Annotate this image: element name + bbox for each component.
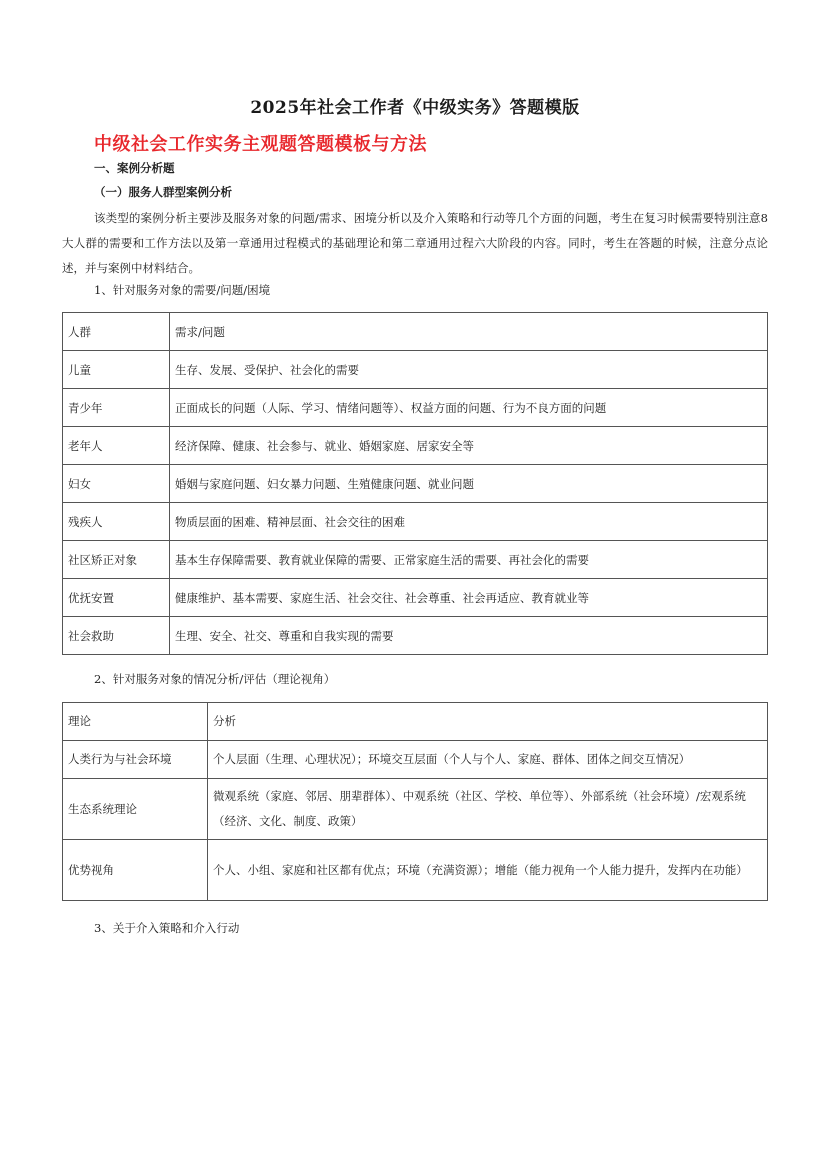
population-cell: 残疾人 <box>63 503 170 541</box>
needs-cell: 经济保障、健康、社会参与、就业、婚姻家庭、居家安全等 <box>170 427 768 465</box>
table-header-cell: 需求/问题 <box>170 313 768 351</box>
intro-paragraph: 该类型的案例分析主要涉及服务对象的问题/需求、困境分析以及介入策略和行动等几个方面的问题，考生在复习时候需要特别注意8大人群的需要和工作方法以及第一章通用过程模式的基础理论和第二章通用过程六大阶段的内容。同时，考生在答题的时候，注意分点论述，并与案例中材料结合。 <box>62 211 768 275</box>
table-row <box>63 389 768 427</box>
analysis-cell: 个人、小组、家庭和社区都有优点；环境（充满资源）；增能（能力视角一个人能力提升，发挥内在功能） <box>208 840 768 901</box>
population-cell: 社区矫正对象 <box>63 541 170 579</box>
table-row <box>63 741 768 779</box>
table-row <box>63 779 768 840</box>
needs-cell: 生理、安全、社交、尊重和自我实现的需要 <box>170 617 768 655</box>
section-heading: 一、案例分析题 <box>94 161 175 175</box>
needs-cell: 生存、发展、受保护、社会化的需要 <box>170 351 768 389</box>
theory-cell: 人类行为与社会环境 <box>63 741 208 779</box>
item-heading-2: 2、针对服务对象的情况分析/评估（理论视角） <box>94 672 336 686</box>
population-cell: 优抚安置 <box>63 579 170 617</box>
population-cell: 社会救助 <box>63 617 170 655</box>
theory-cell: 生态系统理论 <box>63 779 208 840</box>
table-row <box>63 503 768 541</box>
table-row <box>63 351 768 389</box>
table-row <box>63 617 768 655</box>
needs-cell: 基本生存保障需要、教育就业保障的需要、正常家庭生活的需要、再社会化的需要 <box>170 541 768 579</box>
population-cell: 老年人 <box>63 427 170 465</box>
needs-cell: 婚姻与家庭问题、妇女暴力问题、生殖健康问题、就业问题 <box>170 465 768 503</box>
table-header-row <box>63 703 768 741</box>
table-header-cell: 分析 <box>208 703 768 741</box>
subsection-heading: （一）服务人群型案例分析 <box>94 185 232 199</box>
population-needs-table <box>62 312 768 655</box>
needs-cell: 健康维护、基本需要、家庭生活、社会交往、社会尊重、社会再适应、教育就业等 <box>170 579 768 617</box>
table-row <box>63 465 768 503</box>
document-title: 2025年社会工作者《中级实务》答题模版 <box>250 98 580 118</box>
population-cell: 妇女 <box>63 465 170 503</box>
item-heading-3: 3、关于介入策略和介入行动 <box>94 921 240 935</box>
table-row <box>63 427 768 465</box>
analysis-cell: 微观系统（家庭、邻居、朋辈群体）、中观系统（社区、学校、单位等）、外部系统（社会环境）/宏观系统（经济、文化、制度、政策） <box>208 779 768 840</box>
item-heading-1: 1、针对服务对象的需要/问题/困境 <box>94 283 271 297</box>
analysis-cell: 个人层面（生理、心理状况）；环境交互层面（个人与个人、家庭、群体、团体之间交互情况） <box>208 741 768 779</box>
population-cell: 儿童 <box>63 351 170 389</box>
table-row <box>63 840 768 901</box>
table-row <box>63 579 768 617</box>
needs-cell: 正面成长的问题（人际、学习、情绪问题等）、权益方面的问题、行为不良方面的问题 <box>170 389 768 427</box>
table-header-cell: 理论 <box>63 703 208 741</box>
needs-cell: 物质层面的困难、精神层面、社会交往的困难 <box>170 503 768 541</box>
theory-analysis-table <box>62 702 768 901</box>
document-subtitle: 中级社会工作实务主观题答题模板与方法 <box>94 134 427 155</box>
population-cell: 青少年 <box>63 389 170 427</box>
table-header-row <box>63 313 768 351</box>
theory-cell: 优势视角 <box>63 840 208 901</box>
table-row <box>63 541 768 579</box>
table-header-cell: 人群 <box>63 313 170 351</box>
